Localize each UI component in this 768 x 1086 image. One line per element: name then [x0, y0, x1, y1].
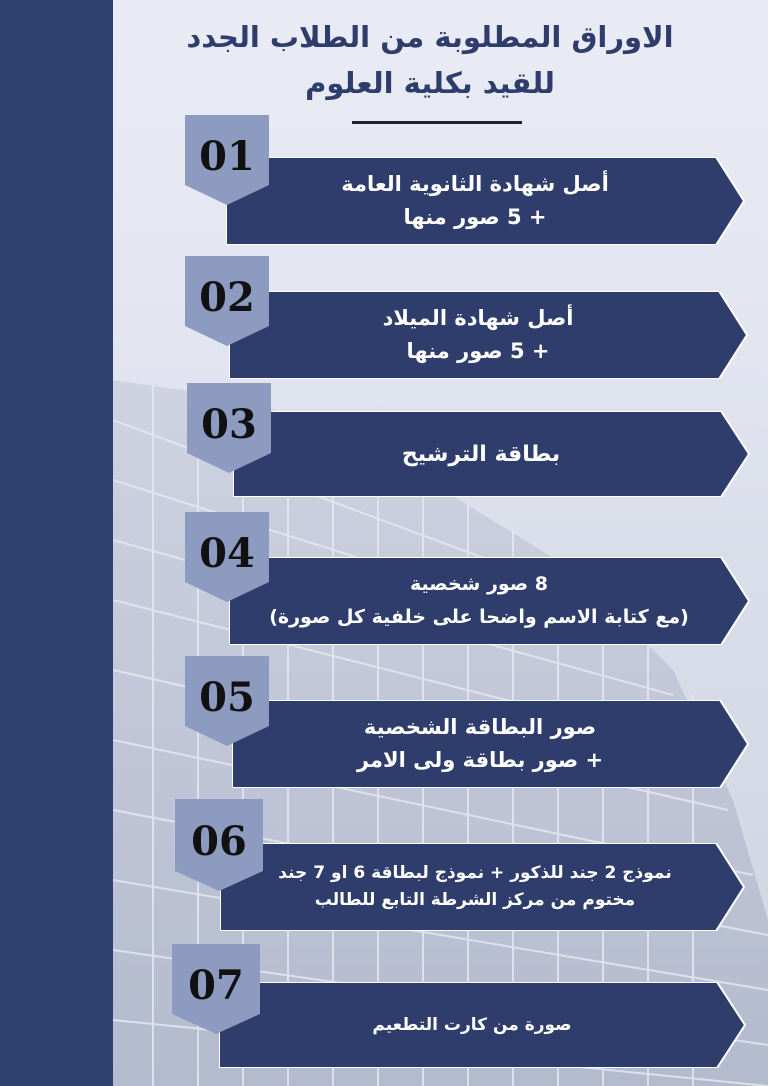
- item-line-1: أصل شهادة الميلاد: [382, 306, 574, 330]
- number-badge: [172, 944, 260, 1034]
- item-line-1: أصل شهادة الثانوية العامة: [341, 172, 609, 196]
- title-line-2: للقيد بكلية العلوم: [305, 66, 555, 100]
- item-banner: [226, 157, 746, 245]
- item-number: 02: [199, 274, 255, 321]
- item-banner: [233, 411, 751, 497]
- number-badge: [185, 512, 269, 602]
- title-divider: [352, 121, 522, 124]
- item-number: 06: [191, 818, 247, 865]
- item-banner: [232, 700, 750, 788]
- number-badge: [185, 256, 269, 346]
- number-badge: [185, 656, 269, 746]
- item-line-1: نموذج 2 جند للذكور + نموذج لبطاقة 6 او 7 جند: [278, 863, 672, 883]
- title-line-1: الاوراق المطلوبة من الطلاب الجدد: [186, 20, 674, 54]
- item-line-1: 8 صور شخصية: [409, 573, 549, 595]
- item-line-2: (مع كتابة الاسم واضحا على خلفية كل صورة): [269, 606, 689, 628]
- item-line-1: صور البطاقة الشخصية: [363, 715, 597, 739]
- item-line-1: صورة من كارت التطعيم: [372, 1015, 572, 1035]
- sidebar-band: [0, 0, 113, 1086]
- item-line-2: + 5 صور منها: [403, 205, 547, 229]
- item-number: 01: [199, 133, 255, 180]
- item-line-1: بطاقة الترشيح: [401, 441, 561, 467]
- number-badge: [187, 383, 271, 473]
- item-banner: [229, 557, 751, 645]
- item-number: 05: [199, 674, 255, 721]
- item-banner: [220, 843, 746, 931]
- item-line-2: + 5 صور منها: [406, 339, 550, 363]
- item-banner: [229, 291, 749, 379]
- item-number: 04: [199, 530, 255, 577]
- item-line-2: مختوم من مركز الشرطة التابع للطالب: [314, 890, 636, 910]
- number-badge: [185, 115, 269, 205]
- item-banner: [219, 982, 747, 1068]
- number-badge: [175, 799, 263, 891]
- item-number: 07: [188, 962, 244, 1009]
- page-title: [150, 14, 710, 106]
- item-line-2: + صور بطاقة ولى الامر: [356, 748, 604, 772]
- item-number: 03: [201, 401, 257, 448]
